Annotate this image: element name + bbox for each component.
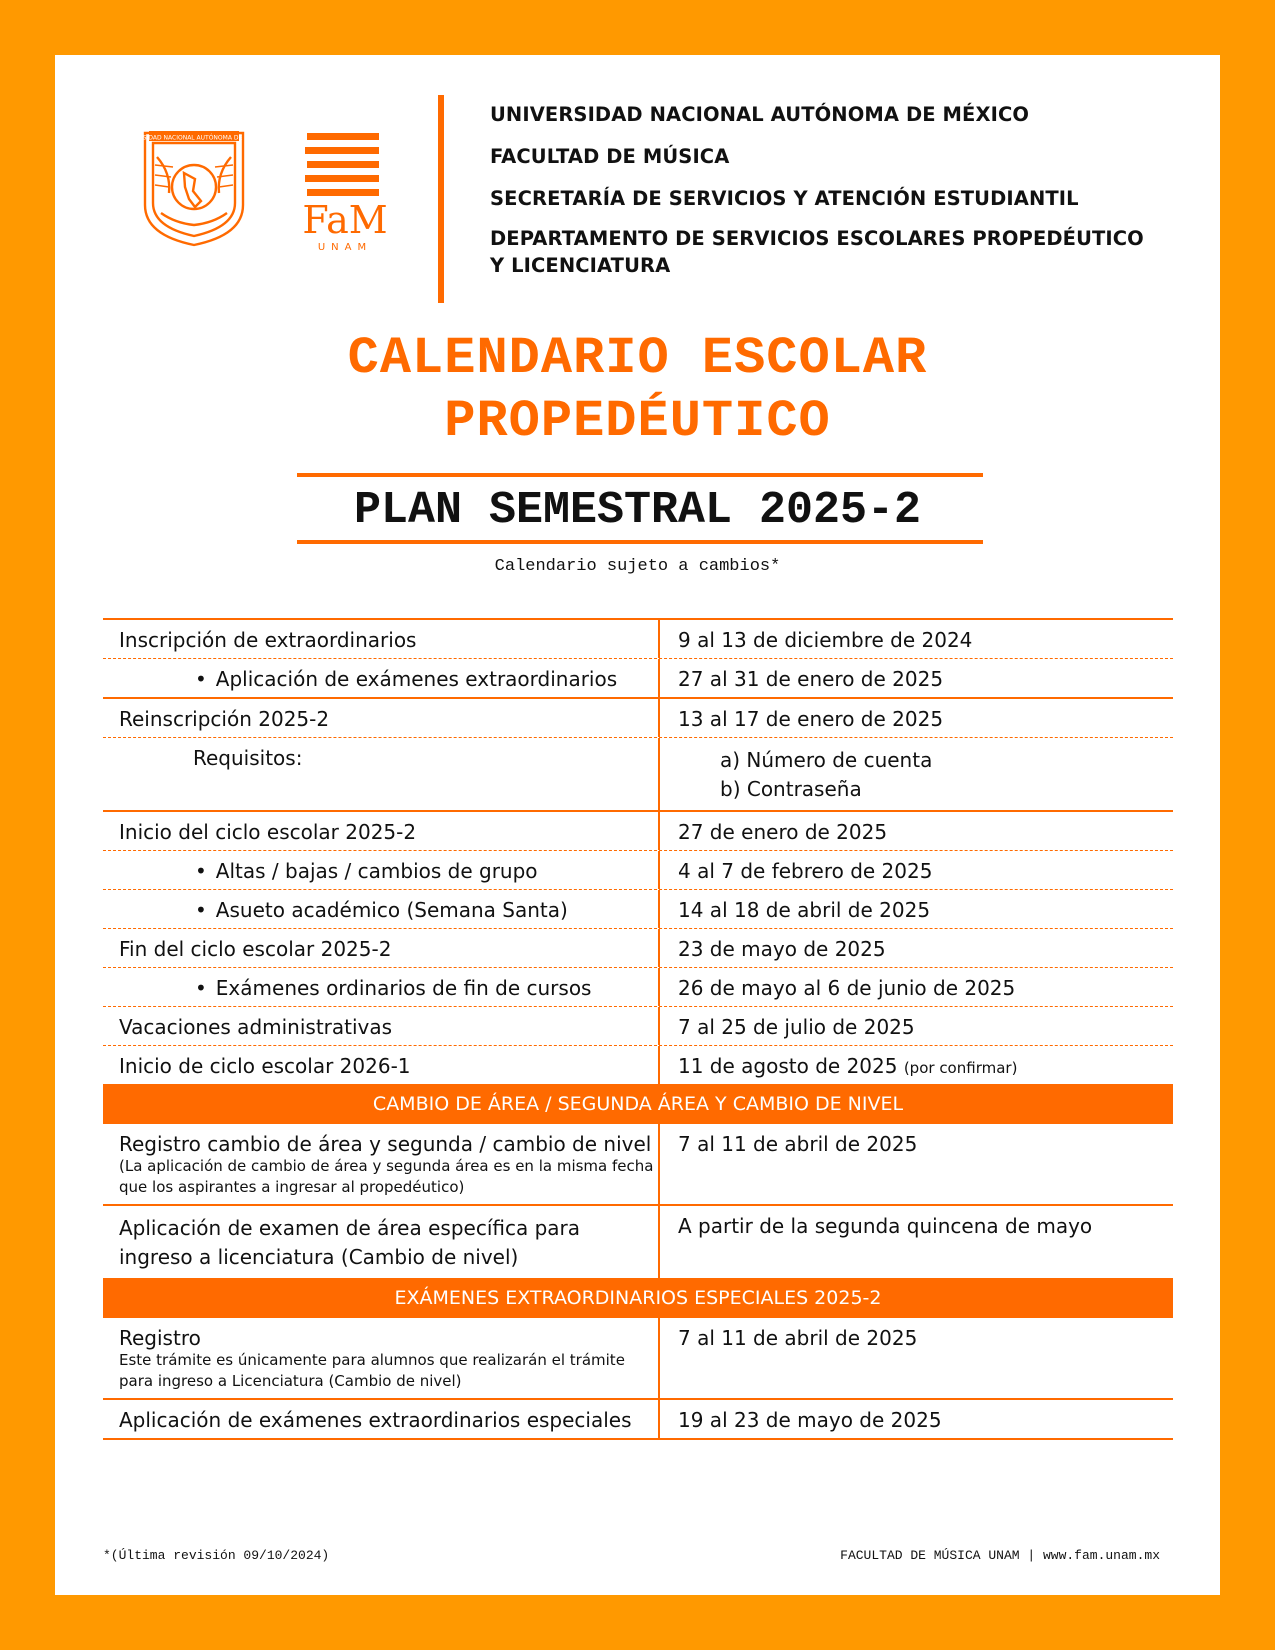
- fam-logo-text: FaM: [302, 198, 388, 242]
- row-label: Aplicación de examen de área específica para ingreso a licenciatura (Cambio de nivel): [119, 1216, 581, 1269]
- row-value: 27 de enero de 2025: [658, 812, 1173, 850]
- row-value: 26 de mayo al 6 de junio de 2025: [658, 968, 1173, 1006]
- section-heading-area: CAMBIO DE ÁREA / SEGUNDA ÁREA Y CAMBIO DE NIVEL: [103, 1084, 1173, 1124]
- header-divider: [438, 95, 444, 303]
- row-value: 11 de agosto de 2025: [678, 1054, 898, 1078]
- institution-line-1: UNIVERSIDAD NACIONAL AUTÓNOMA DE MÉXICO: [490, 103, 1030, 126]
- row-note: Este trámite es únicamente para alumnos que realizarán el trámite para ingreso a Licenciatura (Cambio de nivel): [119, 1351, 625, 1390]
- table-row: [103, 1006, 1173, 1045]
- row-label-cell: [103, 1318, 658, 1398]
- requirements-list: [658, 738, 1173, 810]
- plan-title: PLAN SEMESTRAL 2025-2: [353, 485, 922, 536]
- row-value: 4 al 7 de febrero de 2025: [658, 851, 1173, 889]
- institution-line-2: FACULTAD DE MÚSICA: [490, 145, 730, 168]
- row-label: Aplicación de exámenes extraordinarios especiales: [119, 1408, 632, 1432]
- seal-lettering: UNIVERSIDAD NACIONAL AUTÓNOMA DE MÉXICO: [120, 134, 268, 142]
- row-label-cell: [103, 1124, 658, 1204]
- row-label: Fin del ciclo escolar 2025-2: [119, 937, 392, 961]
- row-label: Inscripción de extraordinarios: [119, 628, 417, 652]
- fam-logo: [302, 133, 388, 253]
- institution-block: [490, 99, 1190, 279]
- title-line-2: PROPEDÉUTICO: [444, 392, 831, 451]
- row-label: • Asueto académico (Semana Santa): [103, 890, 658, 928]
- plan-top-rule: [297, 473, 983, 477]
- row-label: • Aplicación de exámenes extraordinarios: [103, 659, 658, 697]
- row-value: 9 al 13 de diciembre de 2024: [658, 620, 1173, 658]
- title-line-1: CALENDARIO ESCOLAR: [347, 329, 928, 388]
- plan-bottom-rule: [297, 540, 983, 544]
- value-note: (por confirmar): [903, 1059, 1018, 1077]
- row-label: Registro cambio de área y segunda / cambio de nivel: [119, 1132, 652, 1156]
- table-row: [103, 1204, 1173, 1278]
- table-row: [103, 697, 1173, 737]
- calendar-table: [103, 618, 1173, 1440]
- table-row: [103, 737, 1173, 810]
- row-value-cell: [658, 1046, 1173, 1084]
- requirement-item: b) Contraseña: [720, 777, 862, 801]
- subject-to-change-note: Calendario sujeto a cambios*: [494, 557, 781, 576]
- section-heading-special: EXÁMENES EXTRAORDINARIOS ESPECIALES 2025-2: [103, 1278, 1173, 1318]
- requirement-item: a) Número de cuenta: [720, 748, 933, 772]
- row-value: A partir de la segunda quincena de mayo: [658, 1206, 1173, 1278]
- row-value: 13 al 17 de enero de 2025: [658, 699, 1173, 737]
- institution-line-5: Y LICENCIATURA: [490, 254, 671, 277]
- fam-stripes-icon: [302, 133, 388, 253]
- row-label: • Altas / bajas / cambios de grupo: [103, 851, 658, 889]
- table-row: [103, 850, 1173, 889]
- institution-line-3: SECRETARÍA DE SERVICIOS Y ATENCIÓN ESTUDIANTIL: [490, 187, 1079, 210]
- table-row: [103, 928, 1173, 967]
- table-row: [103, 1045, 1173, 1084]
- table-row: [103, 618, 1173, 658]
- row-label: Reinscripción 2025-2: [119, 707, 330, 731]
- table-row: [103, 1398, 1173, 1440]
- institution-line-4: DEPARTAMENTO DE SERVICIOS ESCOLARES PROPEDÉUTICO: [490, 227, 1144, 250]
- row-value: 23 de mayo de 2025: [658, 929, 1173, 967]
- table-row: [103, 1318, 1173, 1398]
- row-label: Vacaciones administrativas: [119, 1015, 393, 1039]
- table-row: [103, 967, 1173, 1006]
- table-row: [103, 1124, 1173, 1204]
- row-label: Requisitos:: [193, 746, 303, 770]
- row-value: 19 al 23 de mayo de 2025: [658, 1400, 1173, 1438]
- row-label: Inicio de ciclo escolar 2026-1: [119, 1054, 411, 1078]
- row-value: 7 al 11 de abril de 2025: [658, 1318, 1173, 1398]
- document-page: [55, 55, 1220, 1595]
- footer-site: FACULTAD DE MÚSICA UNAM | www.fam.unam.mx: [840, 1548, 1160, 1563]
- row-label: Inicio del ciclo escolar 2025-2: [119, 820, 417, 844]
- row-note: (La aplicación de cambio de área y segunda área es en la misma fecha que los aspirantes a ingresar al propedéutico): [119, 1157, 654, 1196]
- fam-logo-sub: UNAM: [317, 242, 373, 253]
- row-value: 14 al 18 de abril de 2025: [658, 890, 1173, 928]
- row-value: 27 al 31 de enero de 2025: [658, 659, 1173, 697]
- table-row: [103, 889, 1173, 928]
- table-row: [103, 810, 1173, 850]
- row-value: 7 al 11 de abril de 2025: [658, 1124, 1173, 1204]
- revision-note: *(Última revisión 09/10/2024): [103, 1548, 330, 1563]
- row-label: • Exámenes ordinarios de fin de cursos: [103, 968, 658, 1006]
- table-row: [103, 658, 1173, 697]
- unam-seal-logo: [120, 127, 268, 249]
- row-label: Registro: [119, 1326, 201, 1350]
- row-value: 7 al 25 de julio de 2025: [658, 1007, 1173, 1045]
